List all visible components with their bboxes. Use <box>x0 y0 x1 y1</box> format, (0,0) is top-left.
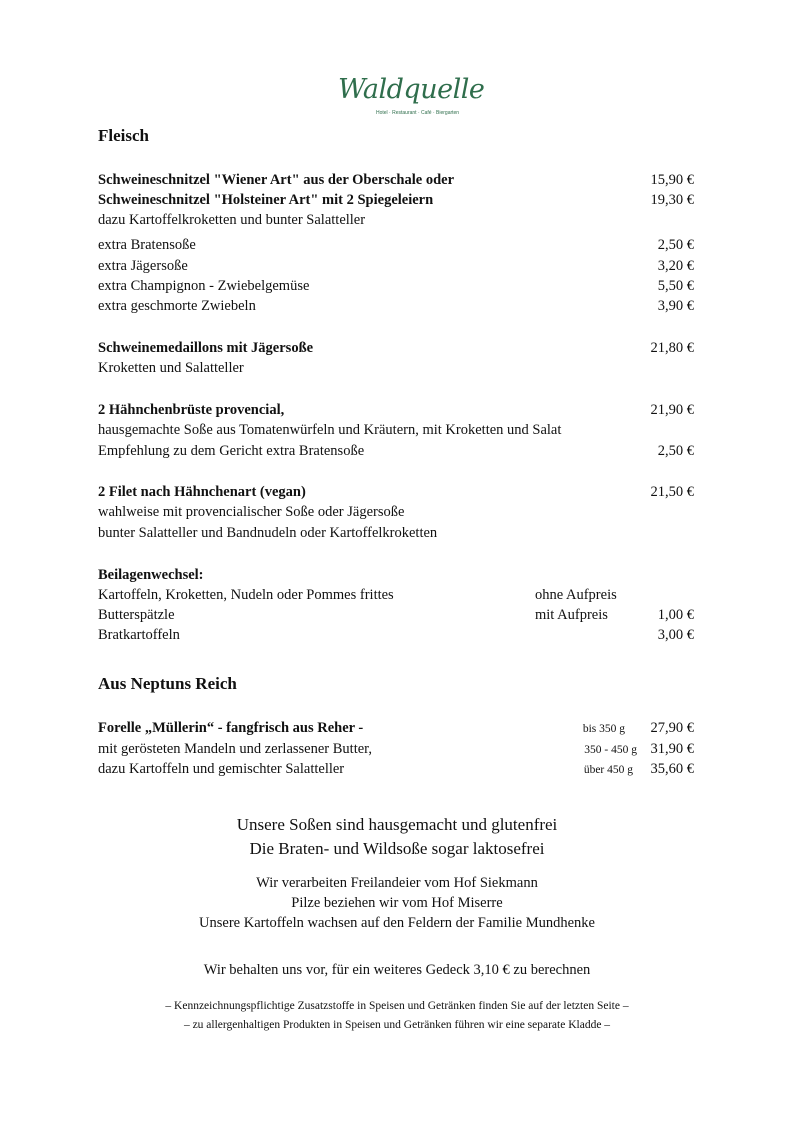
section-title-fleisch: Fleisch <box>98 126 149 145</box>
sauce-note-2: Die Braten- und Wildsoße sogar laktosefrei <box>249 839 545 858</box>
info-mushrooms: Pilze beziehen wir vom Hof Miserre <box>291 895 503 911</box>
vegan-description-1: wahlweise mit provencialischer Soße oder Jägersoße <box>98 504 405 520</box>
medaillons-price: 21,80 € <box>650 340 694 356</box>
info-eggs: Wir verarbeiten Freilandeier vom Hof Siekmann <box>256 875 538 891</box>
forelle-price: 35,60 € <box>650 761 694 777</box>
medaillons-description: Kroketten und Salatteller <box>98 360 244 376</box>
gedeck-note: Wir behalten uns vor, für ein weiteres Gedeck 3,10 € zu berechnen <box>203 962 591 978</box>
section-title-neptun: Aus Neptuns Reich <box>98 674 237 693</box>
haehnchen-description: hausgemachte Soße aus Tomatenwürfeln und Kräutern, mit Kroketten und Salat <box>98 422 562 438</box>
logo <box>338 74 485 122</box>
haehnchen-recommendation-price: 2,50 € <box>657 443 694 459</box>
haehnchen-price: 21,90 € <box>650 402 694 418</box>
logo-script: Waldquelle <box>338 74 485 105</box>
additives-note: – Kennzeichnungspflichtige Zusatzstoffe in Speisen und Getränken finden Sie auf der letzten Seite – <box>165 1000 629 1012</box>
beilagen-note: mit Aufpreis <box>535 607 608 623</box>
schnitzel-line-2: Schweineschnitzel "Holsteiner Art" mit 2 Spiegeleiern <box>98 192 434 208</box>
schnitzel-line-1: Schweineschnitzel "Wiener Art" aus der Oberschale oder <box>98 172 455 188</box>
medaillons-name: Schweinemedaillons mit Jägersoße <box>98 340 314 356</box>
extra-price: 5,50 € <box>657 278 694 294</box>
schnitzel-price-1: 15,90 € <box>650 172 694 188</box>
beilagen-note: ohne Aufpreis <box>535 587 617 603</box>
vegan-name: 2 Filet nach Hähnchenart (vegan) <box>98 484 306 500</box>
info-potatoes: Unsere Kartoffeln wachsen auf den Feldern der Familie Mundhenke <box>199 915 595 931</box>
forelle-price: 27,90 € <box>650 720 694 736</box>
haehnchen-name: 2 Hähnchenbrüste provencial, <box>98 402 285 418</box>
forelle-weight: bis 350 g <box>582 723 625 735</box>
logo-subtitle: Hotel · Restaurant · Café · Biergarten <box>376 110 460 116</box>
vegan-price: 21,50 € <box>650 484 694 500</box>
forelle-line: dazu Kartoffeln und gemischter Salatteller <box>98 761 345 777</box>
extra-price: 2,50 € <box>657 237 694 253</box>
extra-label: extra Jägersoße <box>98 258 188 274</box>
beilagen-label: Kartoffeln, Kroketten, Nudeln oder Pommes frittes <box>98 587 394 603</box>
forelle-price: 31,90 € <box>650 741 694 757</box>
extra-price: 3,20 € <box>657 258 694 274</box>
beilagen-label: Butterspätzle <box>98 607 175 623</box>
extra-label: extra geschmorte Zwiebeln <box>98 298 256 314</box>
extra-price: 3,90 € <box>657 298 694 314</box>
forelle-line: mit gerösteten Mandeln und zerlassener Butter, <box>98 741 373 757</box>
haehnchen-recommendation: Empfehlung zu dem Gericht extra Bratensoße <box>98 443 365 459</box>
schnitzel-description: dazu Kartoffelkroketten und bunter Salatteller <box>98 212 366 228</box>
beilagen-price: 1,00 € <box>657 607 694 623</box>
extra-label: extra Bratensoße <box>98 237 196 253</box>
forelle-line: Forelle „Müllerin“ - fangfrisch aus Reher - <box>98 720 364 736</box>
sauce-note-1: Unsere Soßen sind hausgemacht und glutenfrei <box>236 815 558 834</box>
beilagen-title: Beilagenwechsel: <box>98 567 204 583</box>
allergens-note: – zu allergenhaltigen Produkten in Speisen und Getränken führen wir eine separate Kladde – <box>183 1019 611 1031</box>
forelle-weight: über 450 g <box>583 764 633 776</box>
forelle-weight: 350 - 450 g <box>584 744 637 756</box>
vegan-description-2: bunter Salatteller und Bandnudeln oder Kartoffelkroketten <box>98 525 438 541</box>
schnitzel-price-2: 19,30 € <box>650 192 694 208</box>
extra-label: extra Champignon - Zwiebelgemüse <box>98 278 310 294</box>
beilagen-label: Bratkartoffeln <box>98 627 180 643</box>
beilagen-price: 3,00 € <box>657 627 694 643</box>
